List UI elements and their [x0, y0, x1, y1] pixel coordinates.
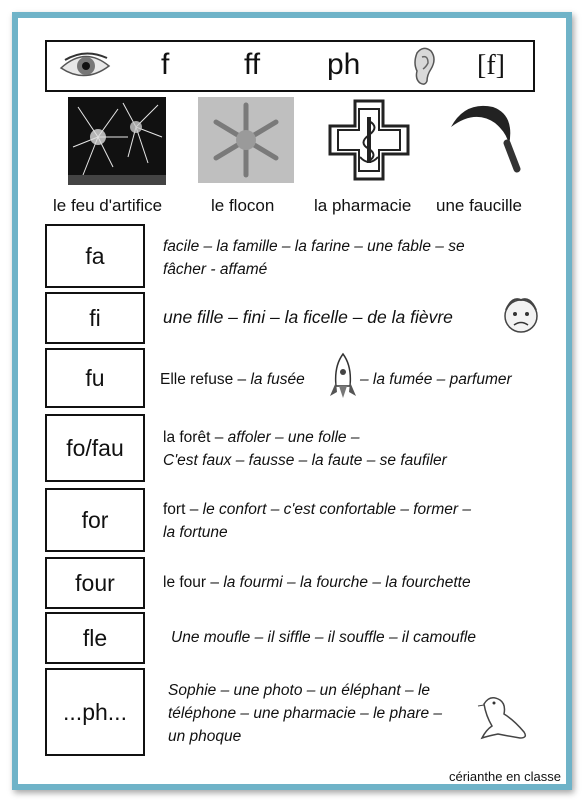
ear-icon	[409, 45, 439, 87]
phoneme-symbol: [f]	[477, 50, 505, 81]
syllable-box: four	[45, 557, 145, 609]
word-list	[160, 368, 305, 391]
feverish-face-icon	[500, 294, 542, 336]
word-line: Sophie – une photo – un éléphant – le	[168, 682, 431, 699]
grapheme-f: f	[161, 48, 170, 81]
grapheme-ff: ff	[244, 48, 261, 81]
word-list	[163, 426, 447, 472]
word-line: un phoque	[168, 728, 242, 745]
word-italic: le confort – c'est confortable – former –	[202, 501, 471, 518]
word-list	[171, 626, 476, 649]
word-line: téléphone – une pharmacie – le phare –	[168, 705, 443, 722]
word-list	[163, 498, 471, 544]
caption-flocon: le flocon	[211, 196, 275, 215]
word-line: une fille – fini – la ficelle – de la fièvre	[163, 307, 453, 327]
word-line: fâcher - affamé	[163, 261, 268, 278]
eye-icon	[59, 48, 111, 84]
word-italic: affoler – une folle –	[227, 429, 360, 446]
word-line: C'est faux – fausse – la faute – se faufiler	[163, 452, 447, 469]
caption-feu-artifice: le feu d'artifice	[53, 196, 163, 215]
word-lead: fort –	[163, 501, 203, 518]
sickle-image	[445, 97, 523, 183]
syllable-box: fa	[45, 224, 145, 288]
snowflake-image	[198, 97, 294, 183]
syllable-box: ...ph...	[45, 668, 145, 756]
word-italic: la fourmi – la fourche – la fourchette	[223, 574, 471, 591]
syllable-box: for	[45, 488, 145, 552]
word-list	[163, 235, 465, 281]
syllable-box: fle	[45, 612, 145, 664]
word-italic: la fusée	[250, 371, 305, 388]
credit-text: cérianthe en classe	[448, 769, 561, 784]
word-list	[168, 679, 442, 748]
word-lead: le four –	[163, 574, 224, 591]
word-list	[163, 306, 453, 329]
word-line: la fortune	[163, 524, 228, 541]
rocket-icon	[328, 352, 358, 402]
word-lead: la forêt –	[163, 429, 228, 446]
word-list	[163, 571, 471, 594]
word-lead: Elle refuse –	[160, 371, 251, 388]
grapheme-header	[45, 40, 535, 92]
seal-icon	[474, 690, 532, 742]
caption-faucille: une faucille	[436, 196, 523, 215]
word-line: facile – la famille – la farine – une fable – se	[163, 238, 465, 255]
grapheme-ph: ph	[327, 48, 361, 81]
word-italic: – la fumée – parfumer	[360, 371, 512, 388]
fireworks-image	[68, 97, 166, 185]
pharmacy-cross-image	[326, 97, 412, 183]
word-list	[360, 368, 512, 391]
syllable-box: fo/fau	[45, 414, 145, 482]
caption-pharmacie: la pharmacie	[314, 196, 412, 215]
syllable-box: fu	[45, 348, 145, 408]
syllable-box: fi	[45, 292, 145, 344]
word-line: Une moufle – il siffle – il souffle – il camoufle	[171, 629, 476, 646]
